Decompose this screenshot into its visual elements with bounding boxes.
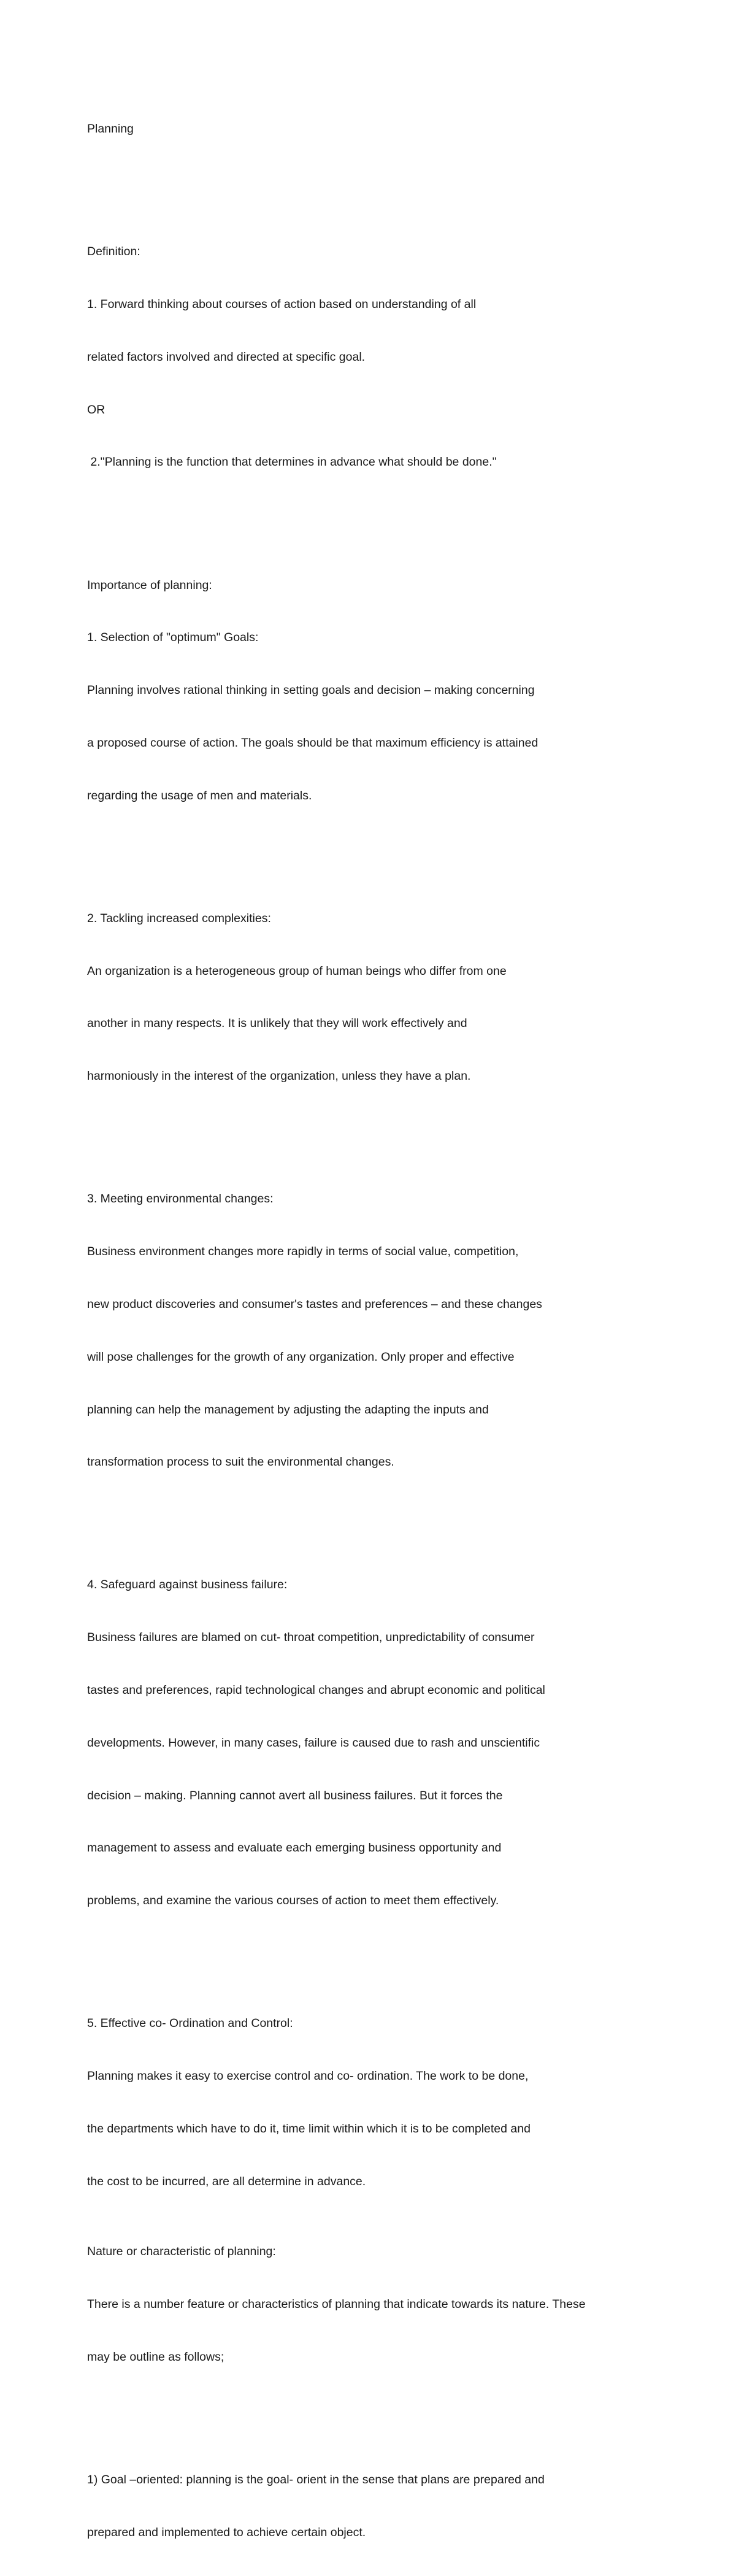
paragraph-line: the cost to be incurred, are all determine in advance. (87, 2174, 366, 2188)
paragraph-line: another in many respects. It is unlikely that they will work effectively and (87, 1017, 467, 1031)
blank-line (87, 840, 700, 858)
definition-heading: Definition: (87, 245, 140, 259)
paragraph-line: the departments which have to do it, time limit within which it is to be completed and (87, 2121, 531, 2136)
blank-line (87, 2401, 700, 2418)
document-body (87, 85, 700, 2576)
paragraph-line: Business environment changes more rapidly in terms of social value, competition, (87, 1245, 519, 1259)
definition-line: OR (87, 402, 105, 417)
paragraph-line: Planning makes it easy to exercise control and co- ordination. The work to be done, (87, 2069, 529, 2083)
paragraph-line: There is a number feature or characteristics of planning that indicate towards its nature. These (87, 2297, 586, 2311)
nature-heading: Nature or characteristic of planning: (87, 2245, 276, 2259)
paragraph-line: An organization is a heterogeneous group of human beings who differ from one (87, 964, 507, 978)
paragraph-line: transformation process to suit the environmental changes. (87, 1455, 394, 1469)
paragraph-line: planning can help the management by adjusting the adapting the inputs and (87, 1402, 489, 1417)
importance-item-heading: 2. Tackling increased complexities: (87, 911, 271, 925)
definition-line: related factors involved and directed at specific goal. (87, 350, 366, 364)
blank-line (87, 1120, 700, 1138)
paragraph-line: new product discoveries and consumer's tastes and preferences – and these changes (87, 1297, 542, 1311)
importance-item-heading: 5. Effective co- Ordination and Control: (87, 2017, 293, 2031)
blank-line (87, 173, 700, 191)
paragraph-line: harmoniously in the interest of the organization, unless they have a plan. (87, 1069, 471, 1083)
blank-line (87, 1506, 700, 1524)
definition-line: 1. Forward thinking about courses of action based on understanding of all (87, 298, 477, 312)
importance-heading: Importance of planning: (87, 578, 212, 592)
nature-item-line: prepared and implemented to achieve certain object. (87, 2525, 366, 2539)
paragraph-line: developments. However, in many cases, failure is caused due to rash and unscientific (87, 1736, 540, 1750)
definition-line: 2."Planning is the function that determines in advance what should be done." (87, 455, 497, 469)
document-title: Planning (87, 122, 134, 136)
importance-item-heading: 4. Safeguard against business failure: (87, 1578, 288, 1592)
paragraph-line: may be outline as follows; (87, 2350, 224, 2364)
paragraph-line: will pose challenges for the growth of any organization. Only proper and effective (87, 1350, 515, 1364)
importance-item-heading: 1. Selection of "optimum" Goals: (87, 631, 259, 645)
paragraph-line: tastes and preferences, rapid technological changes and abrupt economic and political (87, 1683, 545, 1697)
blank-line (87, 1945, 700, 1963)
nature-item-line: 1) Goal –oriented: planning is the goal- orient in the sense that plans are prepared and (87, 2472, 545, 2486)
paragraph-line: a proposed course of action. The goals should be that maximum efficiency is attained (87, 736, 539, 750)
paragraph-line: problems, and examine the various courses of action to meet them effectively. (87, 1894, 499, 1908)
paragraph-line: Planning involves rational thinking in setting goals and decision – making concerning (87, 683, 535, 698)
blank-line (87, 506, 700, 524)
importance-item-heading: 3. Meeting environmental changes: (87, 1192, 274, 1206)
paragraph-line: management to assess and evaluate each emerging business opportunity and (87, 1841, 502, 1855)
paragraph-line: Business failures are blamed on cut- throat competition, unpredictability of consumer (87, 1631, 535, 1645)
paragraph-line: decision – making. Planning cannot avert all business failures. But it forces the (87, 1788, 503, 1802)
paragraph-line: regarding the usage of men and materials. (87, 788, 312, 802)
